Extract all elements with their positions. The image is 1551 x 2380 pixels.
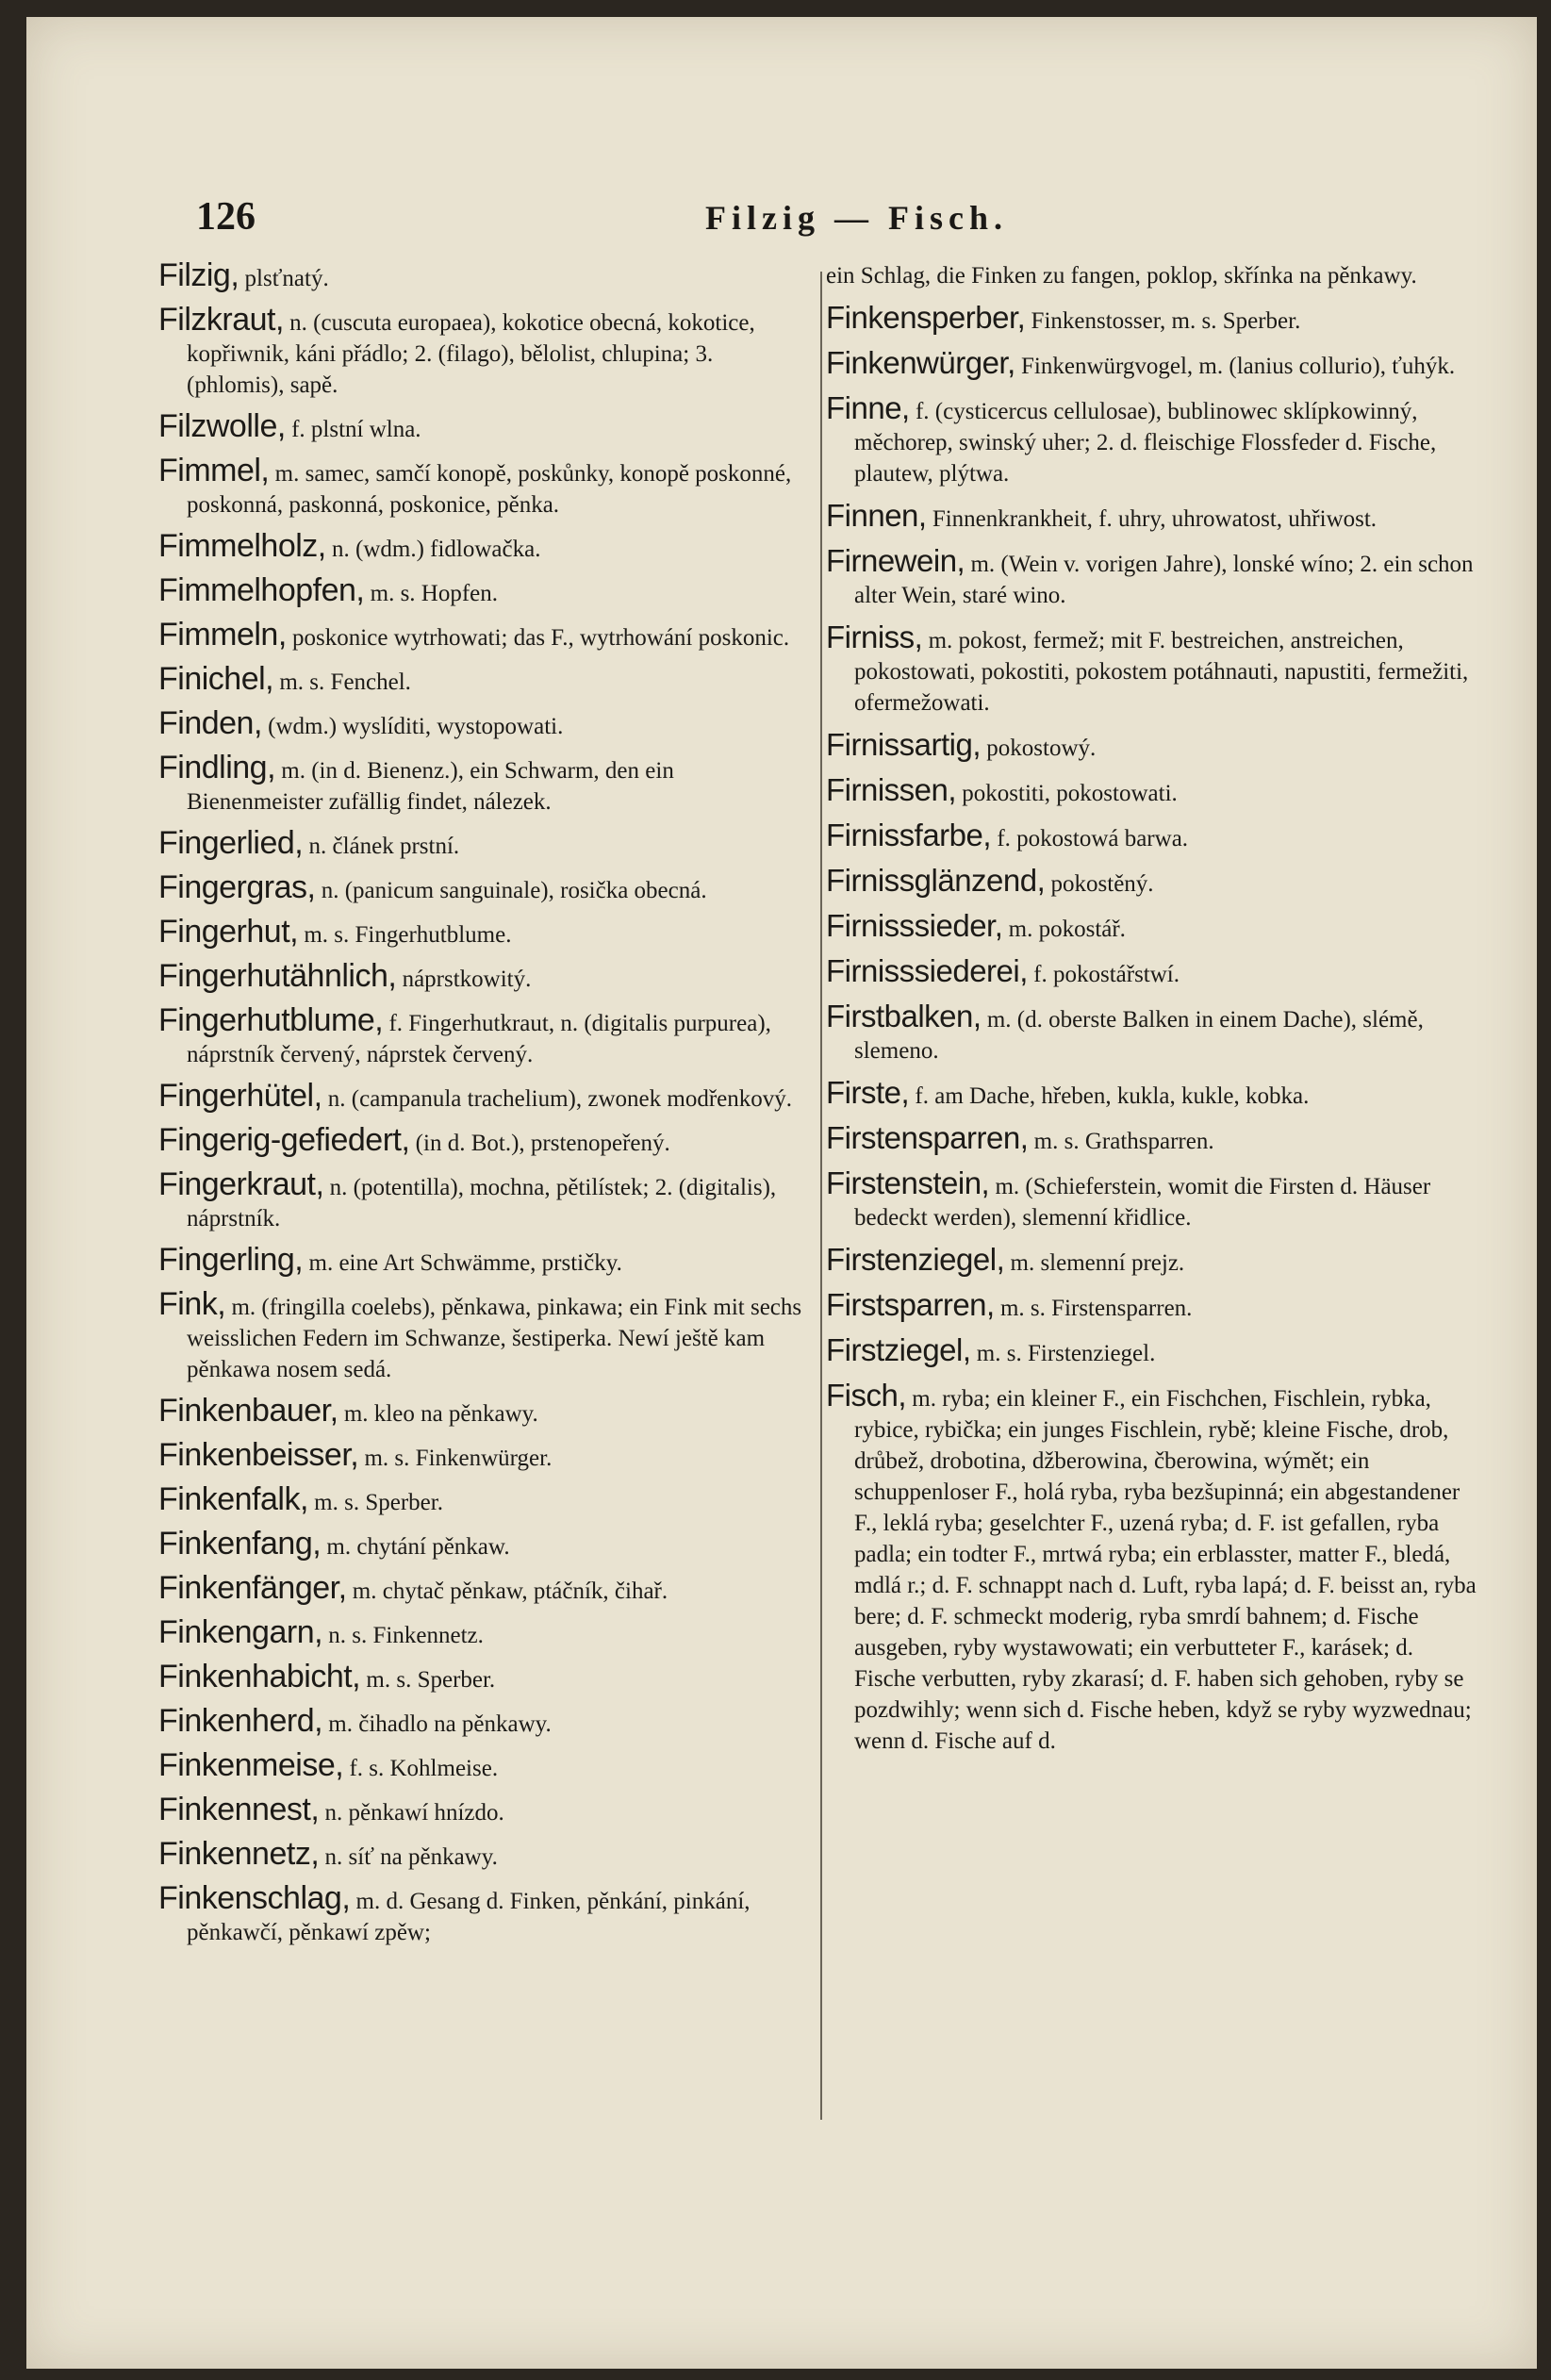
dictionary-entry xyxy=(158,661,809,698)
entry-definition: m. s. Hopfen. xyxy=(370,581,499,606)
entry-headword: Filzkraut, xyxy=(158,302,284,338)
entry-headword: Fimmel, xyxy=(158,453,270,488)
entry-definition: pokostěný. xyxy=(1050,871,1154,897)
dictionary-entry xyxy=(826,819,1477,854)
dictionary-entry xyxy=(158,1437,809,1474)
dictionary-entry xyxy=(826,1077,1477,1112)
entry-headword: Fingerhutähnlich, xyxy=(158,958,397,994)
entry-headword: Fingerhut, xyxy=(158,914,299,950)
entry-headword: Firnissen, xyxy=(826,772,957,807)
dictionary-entry xyxy=(158,869,809,906)
entry-headword: Fimmelholz, xyxy=(158,528,326,564)
dictionary-entry xyxy=(826,260,1477,291)
entry-definition: f. plstní wlna. xyxy=(291,417,421,442)
dictionary-entry xyxy=(826,1380,1477,1757)
dictionary-entry xyxy=(158,617,809,653)
entry-headword: Firnisssiederei, xyxy=(826,953,1028,988)
entry-definition: m. (d. oberste Balken in einem Dache), slémě, slemeno. xyxy=(854,1007,1424,1064)
entry-headword: Finnen, xyxy=(826,498,927,533)
dictionary-entry xyxy=(158,1880,809,1948)
dictionary-entry xyxy=(158,1747,809,1784)
entry-definition: plsťnatý. xyxy=(244,266,329,291)
entry-definition: Finkenstosser, m. s. Sperber. xyxy=(1031,308,1301,334)
entry-headword: Firstbalken, xyxy=(826,999,982,1033)
entry-definition: n. (potentilla), mochna, pětilístek; 2. (digitalis), náprstník. xyxy=(187,1175,777,1231)
entry-definition: n. (campanula trachelium), zwonek modřenkový. xyxy=(327,1086,792,1112)
dictionary-entry xyxy=(826,621,1477,719)
entry-headword: Firnewein, xyxy=(826,543,965,578)
entry-headword: Firstziegel, xyxy=(826,1332,971,1367)
dictionary-entry xyxy=(826,347,1477,382)
dictionary-entry xyxy=(158,1481,809,1518)
dictionary-entry xyxy=(158,825,809,862)
dictionary-entry xyxy=(158,1836,809,1873)
entry-headword: Finkenbauer, xyxy=(158,1393,338,1429)
entry-headword: Fingerkraut, xyxy=(158,1166,324,1202)
dictionary-entry xyxy=(158,455,809,521)
entry-definition: m. eine Art Schwämme, prstičky. xyxy=(308,1250,622,1276)
right-column xyxy=(826,260,1477,1767)
entry-headword: Firste, xyxy=(826,1075,910,1110)
entry-headword: Filzig, xyxy=(158,257,239,293)
entry-definition: m. pokost, fermež; mit F. bestreichen, anstreichen, pokostowati, pokostiti, pokostem potáhnauti, napustiti, fermežiti, ofermežowati. xyxy=(854,628,1469,716)
entry-definition: m. s. Firstenziegel. xyxy=(976,1341,1156,1366)
entry-definition: m. (fringilla coelebs), pěnkawa, pinkawa; ein Fink mit sechs weisslichen Federn im Schwanze, šestiperka. Newí ještě kam pěnkawa nosem sedá. xyxy=(187,1295,802,1382)
entry-headword: Fimmelhopfen, xyxy=(158,572,365,608)
entry-headword: Fingerhutblume, xyxy=(158,1002,384,1038)
entry-definition: m. samec, samčí konopě, poskůnky, konopě poskonné, poskonná, paskonná, poskonice, pěnka. xyxy=(187,461,792,518)
entry-definition: n. (panicum sanguinale), rosička obecná. xyxy=(321,878,707,903)
entry-definition: m. (in d. Bienenz.), ein Schwarm, den ein Bienenmeister zufällig findet, nálezek. xyxy=(187,758,674,815)
dictionary-entry xyxy=(158,1122,809,1159)
dictionary-entry xyxy=(826,1334,1477,1369)
dictionary-entry xyxy=(158,752,809,818)
dictionary-entry xyxy=(826,545,1477,611)
entry-headword: Firniss, xyxy=(826,620,923,654)
dictionary-entry xyxy=(158,302,809,401)
dictionary-entry xyxy=(158,958,809,995)
entry-definition: n. (wdm.) fidlowačka. xyxy=(332,537,541,562)
page-header xyxy=(177,187,1478,243)
entry-headword: Finkenfang, xyxy=(158,1526,322,1562)
dictionary-entry xyxy=(826,392,1477,489)
entry-definition: f. am Dache, hřeben, kukla, kukle, kobka. xyxy=(915,1083,1310,1109)
dictionary-entry xyxy=(826,1167,1477,1233)
entry-definition: m. s. Sperber. xyxy=(314,1490,443,1515)
dictionary-entry xyxy=(158,257,809,294)
entry-definition: m. d. Gesang d. Finken, pěnkání, pinkání, pěnkawčí, pěnkawí zpěw; xyxy=(187,1889,751,1945)
entry-definition: m. s. Finkenwürger. xyxy=(364,1446,553,1471)
entry-headword: Filzwolle, xyxy=(158,408,286,444)
entry-headword: Fingerhütel, xyxy=(158,1078,322,1114)
dictionary-entry xyxy=(158,528,809,565)
entry-definition: m. čihadlo na pěnkawy. xyxy=(328,1711,552,1737)
entry-definition: m. chytač pěnkaw, ptáčník, čihař. xyxy=(352,1578,668,1604)
entry-definition: n. síť na pěnkawy. xyxy=(324,1844,498,1870)
entry-headword: Fingergras, xyxy=(158,869,316,905)
dictionary-entry xyxy=(158,1794,809,1828)
entry-headword: Firstenziegel, xyxy=(826,1242,1005,1277)
entry-headword: Firstsparren, xyxy=(826,1287,995,1322)
dictionary-entry xyxy=(158,1661,809,1695)
entry-headword: Finkenfänger, xyxy=(158,1570,347,1606)
entry-headword: Fingerig-gefiedert, xyxy=(158,1122,410,1158)
dictionary-entry xyxy=(158,1242,809,1279)
entry-definition: poskonice wytrhowati; das F., wytrhowání poskonic. xyxy=(292,625,790,651)
entry-headword: Firstenstein, xyxy=(826,1165,990,1200)
entry-definition: n. článek prstní. xyxy=(308,834,460,859)
entry-definition: f. pokostářstwí. xyxy=(1033,962,1180,987)
entry-definition: (wdm.) wyslíditi, wystopowati. xyxy=(268,714,564,739)
entry-definition: Finkenwürgvogel, m. (lanius collurio), ťuhýk. xyxy=(1021,354,1456,379)
entry-definition: m. (Wein v. vorigen Jahre), lonské wíno; 2. ein schon alter Wein, staré wino. xyxy=(854,552,1474,608)
entry-headword: Fisch, xyxy=(826,1378,907,1413)
dictionary-entry xyxy=(826,1289,1477,1324)
entry-headword: Finkenhabicht, xyxy=(158,1659,361,1694)
entry-headword: Finne, xyxy=(826,390,910,425)
entry-headword: Finkennest, xyxy=(158,1792,320,1827)
entry-definition: Finnenkrankheit, f. uhry, uhrowatost, uhřiwost. xyxy=(932,506,1378,532)
dictionary-entry xyxy=(158,1393,809,1430)
entry-headword: Finkennetz, xyxy=(158,1836,320,1872)
entry-headword: Fingerlied, xyxy=(158,825,304,861)
entry-headword: Finichel, xyxy=(158,661,274,697)
dictionary-entry xyxy=(826,955,1477,990)
entry-headword: Finden, xyxy=(158,705,262,741)
entry-headword: Finkenherd, xyxy=(158,1703,323,1739)
entry-definition: m. s. Fenchel. xyxy=(279,669,411,695)
left-column xyxy=(158,257,809,1959)
entry-definition: f. Fingerhutkraut, n. (digitalis purpurea), náprstník červený, náprstek červený. xyxy=(187,1011,771,1067)
entry-definition: ein Schlag, die Finken zu fangen, poklop, skřínka na pěnkawy. xyxy=(826,263,1417,289)
entry-headword: Firnissartig, xyxy=(826,727,982,762)
entry-definition: n. pěnkawí hnízdo. xyxy=(324,1800,504,1826)
entry-definition: m. kleo na pěnkawy. xyxy=(343,1401,538,1427)
entry-definition: n. (cuscuta europaea), kokotice obecná, kokotice, kopřiwnik, káni přádlo; 2. (filago), bělolist, chlupina; 3. (phlomis), sapě. xyxy=(187,310,755,398)
dictionary-entry xyxy=(826,774,1477,809)
entry-definition: m. chytání pěnkaw. xyxy=(326,1534,510,1560)
dictionary-entry xyxy=(158,408,809,445)
dictionary-entry xyxy=(158,914,809,950)
entry-definition: f. (cysticercus cellulosae), bublinowec sklípkowinný, měchorep, swinský uher; 2. d. fleischige Flossfeder d. Fische, plautew, plýtwa. xyxy=(854,399,1437,487)
dictionary-entry xyxy=(158,1614,809,1651)
entry-headword: Finkenschlag, xyxy=(158,1880,351,1916)
entry-headword: Finkenfalk, xyxy=(158,1481,308,1517)
dictionary-entry xyxy=(826,302,1477,337)
dictionary-entry xyxy=(826,500,1477,535)
entry-headword: Finkenmeise, xyxy=(158,1747,344,1783)
dictionary-entry xyxy=(826,1122,1477,1157)
entry-headword: Finkensperber, xyxy=(826,300,1026,335)
entry-headword: Fink, xyxy=(158,1286,226,1322)
dictionary-entry xyxy=(158,705,809,742)
entry-headword: Findling, xyxy=(158,750,276,785)
running-head: Filzig — Fisch. xyxy=(705,199,1008,237)
dictionary-entry xyxy=(826,910,1477,945)
dictionary-entry xyxy=(826,729,1477,764)
entry-definition: m. slemenní prejz. xyxy=(1010,1250,1185,1276)
entry-definition: náprstkowitý. xyxy=(402,967,532,992)
entry-definition: pokostowý. xyxy=(986,735,1097,761)
entry-headword: Finkenbeisser, xyxy=(158,1437,359,1473)
entry-definition: f. pokostowá barwa. xyxy=(997,826,1189,851)
entry-definition: n. s. Finkennetz. xyxy=(328,1623,484,1648)
entry-definition: f. s. Kohlmeise. xyxy=(349,1756,499,1781)
entry-headword: Fimmeln, xyxy=(158,617,287,653)
column-divider xyxy=(820,272,822,2120)
entry-definition: m. s. Firstensparren. xyxy=(999,1296,1193,1321)
entry-definition: m. s. Grathsparren. xyxy=(1033,1129,1214,1154)
entry-definition: m. (Schieferstein, womit die Firsten d. Häuser bedeckt werden), slemenní křidlice. xyxy=(854,1174,1431,1231)
dictionary-entry xyxy=(158,572,809,609)
dictionary-entry xyxy=(158,1570,809,1607)
dictionary-entry xyxy=(158,1526,809,1562)
dictionary-entry xyxy=(826,1000,1477,1066)
entry-headword: Firstensparren, xyxy=(826,1120,1029,1155)
entry-headword: Fingerling, xyxy=(158,1242,304,1278)
page-number: 126 xyxy=(196,195,256,239)
dictionary-entry xyxy=(158,1166,809,1234)
entry-headword: Finkenwürger, xyxy=(826,345,1015,380)
dictionary-entry xyxy=(826,1244,1477,1279)
entry-definition: pokostiti, pokostowati. xyxy=(962,781,1178,806)
entry-definition: m. pokostář. xyxy=(1008,917,1126,942)
dictionary-entry xyxy=(158,1078,809,1115)
entry-definition: (in d. Bot.), prstenopeřený. xyxy=(415,1131,670,1156)
entry-headword: Finkengarn, xyxy=(158,1614,323,1650)
dictionary-entry xyxy=(826,865,1477,900)
dictionary-page xyxy=(26,17,1537,2369)
entry-headword: Firnissglänzend, xyxy=(826,863,1046,898)
entry-definition: m. s. Sperber. xyxy=(366,1667,496,1693)
entry-definition: m. s. Fingerhutblume. xyxy=(304,922,512,948)
dictionary-entry xyxy=(158,1002,809,1070)
entry-headword: Firnisssieder, xyxy=(826,908,1003,943)
dictionary-entry xyxy=(158,1703,809,1740)
entry-definition: m. ryba; ein kleiner F., ein Fischchen, Fischlein, rybka, rybice, rybička; ein junges Fischlein, rybě; kleine Fische, drob, drůbež, drobotina, džberowina, čberowina, wýmět; ein schuppenloser F., holá ryba, ryba bezšupinná; ein abgestandener F., leklá ryba; geselchter F., uzená ryba; d. F. ist gefallen, ryba padla; ein todter F., mrtwá ryba; ein erblasster, matter F., bledá, mdlá r.; d. F. schnappt nach d. Luft, ryba lapá; d. F. beisst an, ryba bere; d. F. schmeckt moderig, ryba smrdí bahnem; d. Fische ausgeben, ryby wystawowati; ein verbutteter F., karásek; d. Fische verbutten, ryby zkarasí; d. F. haben sich gehoben, ryby se pozdwihly; wenn sich d. Fische heben, když se ryby wyzwednau; wenn d. Fische auf d. xyxy=(854,1386,1477,1754)
entry-headword: Firnissfarbe, xyxy=(826,818,992,852)
dictionary-entry xyxy=(158,1286,809,1385)
